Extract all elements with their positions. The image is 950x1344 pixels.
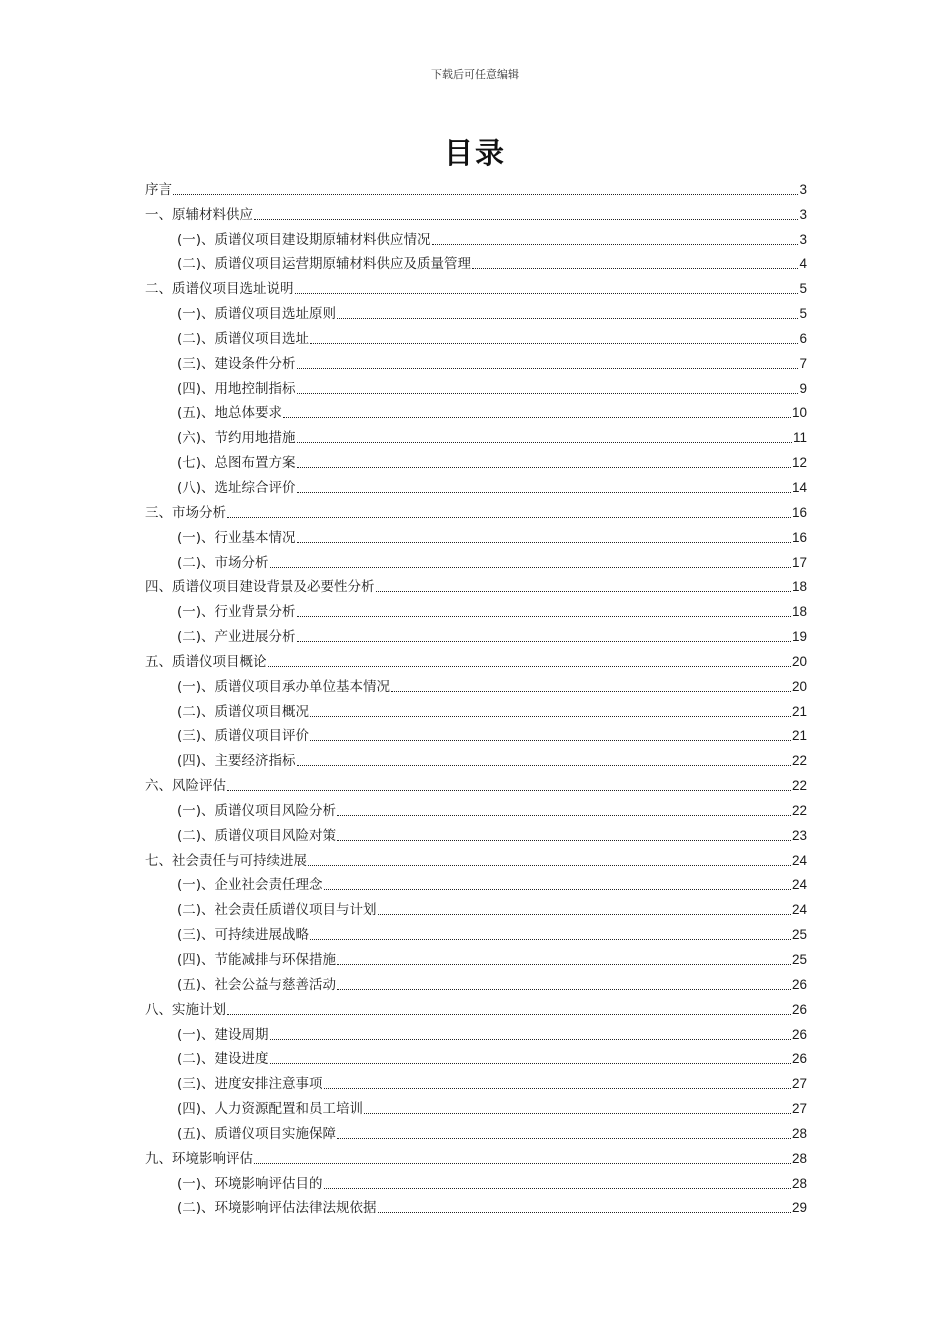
- dot-leader: [297, 765, 791, 766]
- toc-entry-label: (四)、用地控制指标: [177, 380, 296, 397]
- toc-subentry[interactable]: [145, 472, 807, 497]
- toc-subentry[interactable]: [145, 348, 807, 373]
- toc-entry[interactable]: [145, 199, 807, 224]
- toc-page-number: 3: [799, 231, 807, 247]
- toc-page-number: 27: [791, 1101, 807, 1117]
- dot-leader: [297, 492, 791, 493]
- toc-subentry[interactable]: [145, 721, 807, 746]
- dot-leader: [227, 517, 791, 518]
- dot-leader: [270, 567, 791, 568]
- toc-entry-label: (六)、节约用地措施: [177, 430, 296, 447]
- dot-leader: [297, 442, 792, 443]
- toc-page-number: 12: [791, 455, 807, 471]
- toc-entry[interactable]: [145, 273, 807, 298]
- dot-leader: [310, 716, 791, 717]
- toc-entry-label: (五)、社会公益与慈善活动: [177, 976, 337, 993]
- toc-entry-label: (二)、质谱仪项目运营期原辅材料供应及质量管理: [177, 256, 472, 273]
- toc-entry-label: (一)、建设周期: [177, 1026, 269, 1043]
- dot-leader: [297, 467, 791, 468]
- toc-entry-label: (五)、质谱仪项目实施保障: [177, 1125, 337, 1142]
- dot-leader: [376, 591, 791, 592]
- toc-entry-label: (三)、进度安排注意事项: [177, 1076, 323, 1093]
- toc-subentry[interactable]: [145, 671, 807, 696]
- dot-leader: [297, 641, 791, 642]
- toc-entry-label: (四)、节能减排与环保措施: [177, 952, 337, 968]
- toc-entry[interactable]: [145, 994, 807, 1019]
- toc-page-number: 23: [791, 827, 807, 843]
- toc-page-number: 22: [791, 802, 807, 818]
- toc-entry-label: 二、质谱仪项目选址说明: [145, 281, 294, 298]
- toc-entry-label: (二)、市场分析: [177, 554, 269, 571]
- toc-subentry[interactable]: [145, 447, 807, 472]
- toc-entry-label: (二)、社会责任质谱仪项目与计划: [177, 902, 377, 919]
- toc-subentry[interactable]: [145, 249, 807, 274]
- toc-page-number: 24: [791, 852, 807, 868]
- toc-page-number: 26: [791, 1051, 807, 1067]
- toc-page-number: 27: [791, 1076, 807, 1092]
- toc-entry-label: (二)、质谱仪项目选址: [177, 330, 310, 347]
- dot-leader: [337, 840, 791, 841]
- toc-page-number: 22: [791, 778, 807, 794]
- toc-page-number: 5: [799, 281, 807, 297]
- dot-leader: [337, 815, 791, 816]
- dot-leader: [254, 219, 798, 220]
- toc-subentry[interactable]: [145, 1093, 807, 1118]
- toc-page-number: 19: [791, 629, 807, 645]
- toc-entry-label: (二)、产业进展分析: [177, 629, 296, 646]
- dot-leader: [270, 1039, 791, 1040]
- toc-entry-label: (七)、总图布置方案: [177, 455, 296, 472]
- toc-page-number: 7: [799, 355, 807, 371]
- toc-subentry[interactable]: [145, 696, 807, 721]
- toc-entry-label: (一)、行业基本情况: [177, 529, 296, 546]
- toc-entry-label: (一)、行业背景分析: [177, 604, 296, 621]
- toc-entry-label: 一、原辅材料供应: [145, 206, 253, 223]
- dot-leader: [227, 790, 791, 791]
- toc-entry-label: (一)、质谱仪项目承办单位基本情况: [177, 678, 391, 695]
- toc-page-number: 24: [791, 902, 807, 918]
- toc-entry-label: 序言: [145, 181, 172, 198]
- dot-leader: [337, 964, 791, 965]
- dot-leader: [297, 393, 799, 394]
- toc-page-number: 29: [791, 1200, 807, 1216]
- dot-leader: [378, 914, 791, 915]
- toc-entry-label: 五、质谱仪项目概论: [145, 653, 267, 670]
- toc-entry-label: (一)、质谱仪项目风险分析: [177, 802, 337, 819]
- dot-leader: [173, 194, 798, 195]
- dot-leader: [297, 542, 791, 543]
- toc-subentry[interactable]: [145, 919, 807, 944]
- dot-leader: [364, 1113, 791, 1114]
- toc-page-number: 16: [791, 529, 807, 545]
- toc-entry-label: (四)、人力资源配置和员工培训: [177, 1101, 364, 1118]
- toc-subentry[interactable]: [145, 820, 807, 845]
- dot-leader: [297, 616, 791, 617]
- toc-entry-label: 四、质谱仪项目建设背景及必要性分析: [145, 579, 375, 596]
- dot-leader: [310, 939, 791, 940]
- toc-entry-label: (三)、质谱仪项目评价: [177, 728, 310, 745]
- toc-page-number: 16: [791, 504, 807, 520]
- toc-entry-label: 九、环境影响评估: [145, 1150, 253, 1167]
- toc-entry-label: (二)、质谱仪项目概况: [177, 703, 310, 720]
- toc-page-number: 9: [799, 380, 807, 396]
- dot-leader: [268, 666, 791, 667]
- toc-subentry[interactable]: [145, 398, 807, 423]
- toc-entry-label: (一)、质谱仪项目建设期原辅材料供应情况: [177, 231, 431, 248]
- dot-leader: [472, 268, 798, 269]
- toc-entry-label: (一)、企业社会责任理念: [177, 877, 323, 894]
- toc-subentry[interactable]: [145, 745, 807, 770]
- toc-subentry[interactable]: [145, 621, 807, 646]
- toc-page-number: 4: [799, 256, 807, 272]
- toc-entry-label: 三、市场分析: [145, 504, 226, 521]
- toc-entry[interactable]: [145, 770, 807, 795]
- toc-page-number: 17: [791, 554, 807, 570]
- dot-leader: [227, 1014, 791, 1015]
- toc-page-number: 3: [799, 181, 807, 197]
- toc-entry-label: (三)、可持续进展战略: [177, 927, 310, 944]
- dot-leader: [310, 343, 798, 344]
- toc-page-number: 28: [791, 1125, 807, 1141]
- toc-page-number: 14: [791, 479, 807, 495]
- toc-subentry[interactable]: [145, 298, 807, 323]
- toc-entry-label: (二)、建设进度: [177, 1051, 269, 1068]
- toc-entry[interactable]: [145, 572, 807, 597]
- toc-subentry[interactable]: [145, 547, 807, 572]
- dot-leader: [295, 293, 799, 294]
- toc-entry-label: (八)、选址综合评价: [177, 479, 296, 496]
- toc-subentry[interactable]: [145, 1118, 807, 1143]
- toc-entry-label: 六、风险评估: [145, 778, 226, 795]
- toc-entry-label: (三)、建设条件分析: [177, 355, 296, 372]
- toc-subentry[interactable]: [145, 373, 807, 398]
- toc-page-number: 5: [799, 306, 807, 322]
- toc-subentry[interactable]: [145, 1068, 807, 1093]
- dot-leader: [270, 1063, 791, 1064]
- toc-subentry[interactable]: [145, 1019, 807, 1044]
- header-note: 下载后可任意编辑: [431, 68, 519, 81]
- dot-leader: [337, 318, 798, 319]
- toc-subentry[interactable]: [145, 224, 807, 249]
- dot-leader: [324, 1188, 791, 1189]
- toc-entry[interactable]: [145, 646, 807, 671]
- toc-entry[interactable]: [145, 174, 807, 199]
- toc-page-number: 24: [791, 877, 807, 893]
- toc-entry[interactable]: [145, 497, 807, 522]
- toc-page-number: 11: [792, 430, 807, 446]
- toc-page-number: 26: [791, 1026, 807, 1042]
- dot-leader: [324, 889, 791, 890]
- toc-subentry[interactable]: [145, 969, 807, 994]
- toc-page-number: 20: [791, 653, 807, 669]
- dot-leader: [283, 417, 791, 418]
- toc-page-number: 26: [791, 1001, 807, 1017]
- toc-subentry[interactable]: [145, 870, 807, 895]
- dot-leader: [297, 368, 799, 369]
- toc-page-number: 10: [791, 405, 807, 421]
- toc-subentry[interactable]: [145, 1193, 807, 1218]
- toc-page-number: 26: [791, 976, 807, 992]
- toc-entry-label: (二)、环境影响评估法律法规依据: [177, 1200, 377, 1217]
- toc-subentry[interactable]: [145, 1168, 807, 1193]
- toc-page-number: 28: [791, 1175, 807, 1191]
- dot-leader: [310, 740, 791, 741]
- toc-page-number: 28: [791, 1150, 807, 1166]
- toc-entry[interactable]: [145, 1143, 807, 1168]
- toc-page-number: 18: [791, 579, 807, 595]
- toc-subentry[interactable]: [145, 944, 807, 969]
- page-title: 目录: [443, 136, 506, 170]
- dot-leader: [324, 1088, 791, 1089]
- toc-entry-label: (四)、主要经济指标: [177, 753, 296, 770]
- toc-subentry[interactable]: [145, 795, 807, 820]
- dot-leader: [391, 691, 791, 692]
- toc-entry-label: (二)、质谱仪项目风险对策: [177, 827, 337, 844]
- dot-leader: [378, 1212, 791, 1213]
- toc-subentry[interactable]: [145, 894, 807, 919]
- toc-page-number: 20: [791, 678, 807, 694]
- table-of-contents: [145, 174, 807, 1217]
- toc-entry-label: 七、社会责任与可持续进展: [145, 852, 307, 869]
- dot-leader: [337, 1138, 791, 1139]
- dot-leader: [337, 989, 791, 990]
- toc-page-number: 18: [791, 604, 807, 620]
- toc-subentry[interactable]: [145, 1044, 807, 1069]
- toc-entry-label: 八、实施计划: [145, 1001, 226, 1018]
- toc-subentry[interactable]: [145, 596, 807, 621]
- toc-page-number: 25: [791, 927, 807, 943]
- toc-entry-label: (五)、地总体要求: [177, 405, 283, 422]
- toc-page-number: 22: [791, 753, 807, 769]
- toc-page-number: 6: [799, 330, 807, 346]
- toc-page-number: 21: [791, 703, 807, 719]
- toc-subentry[interactable]: [145, 422, 807, 447]
- toc-page-number: 21: [791, 728, 807, 744]
- toc-page-number: 3: [799, 206, 807, 222]
- toc-entry-label: (一)、质谱仪项目选址原则: [177, 306, 337, 323]
- dot-leader: [432, 244, 799, 245]
- toc-entry-label: (一)、环境影响评估目的: [177, 1175, 323, 1192]
- toc-subentry[interactable]: [145, 323, 807, 348]
- toc-subentry[interactable]: [145, 522, 807, 547]
- dot-leader: [254, 1163, 791, 1164]
- dot-leader: [308, 865, 791, 866]
- toc-page-number: 25: [791, 952, 807, 967]
- toc-entry[interactable]: [145, 845, 807, 870]
